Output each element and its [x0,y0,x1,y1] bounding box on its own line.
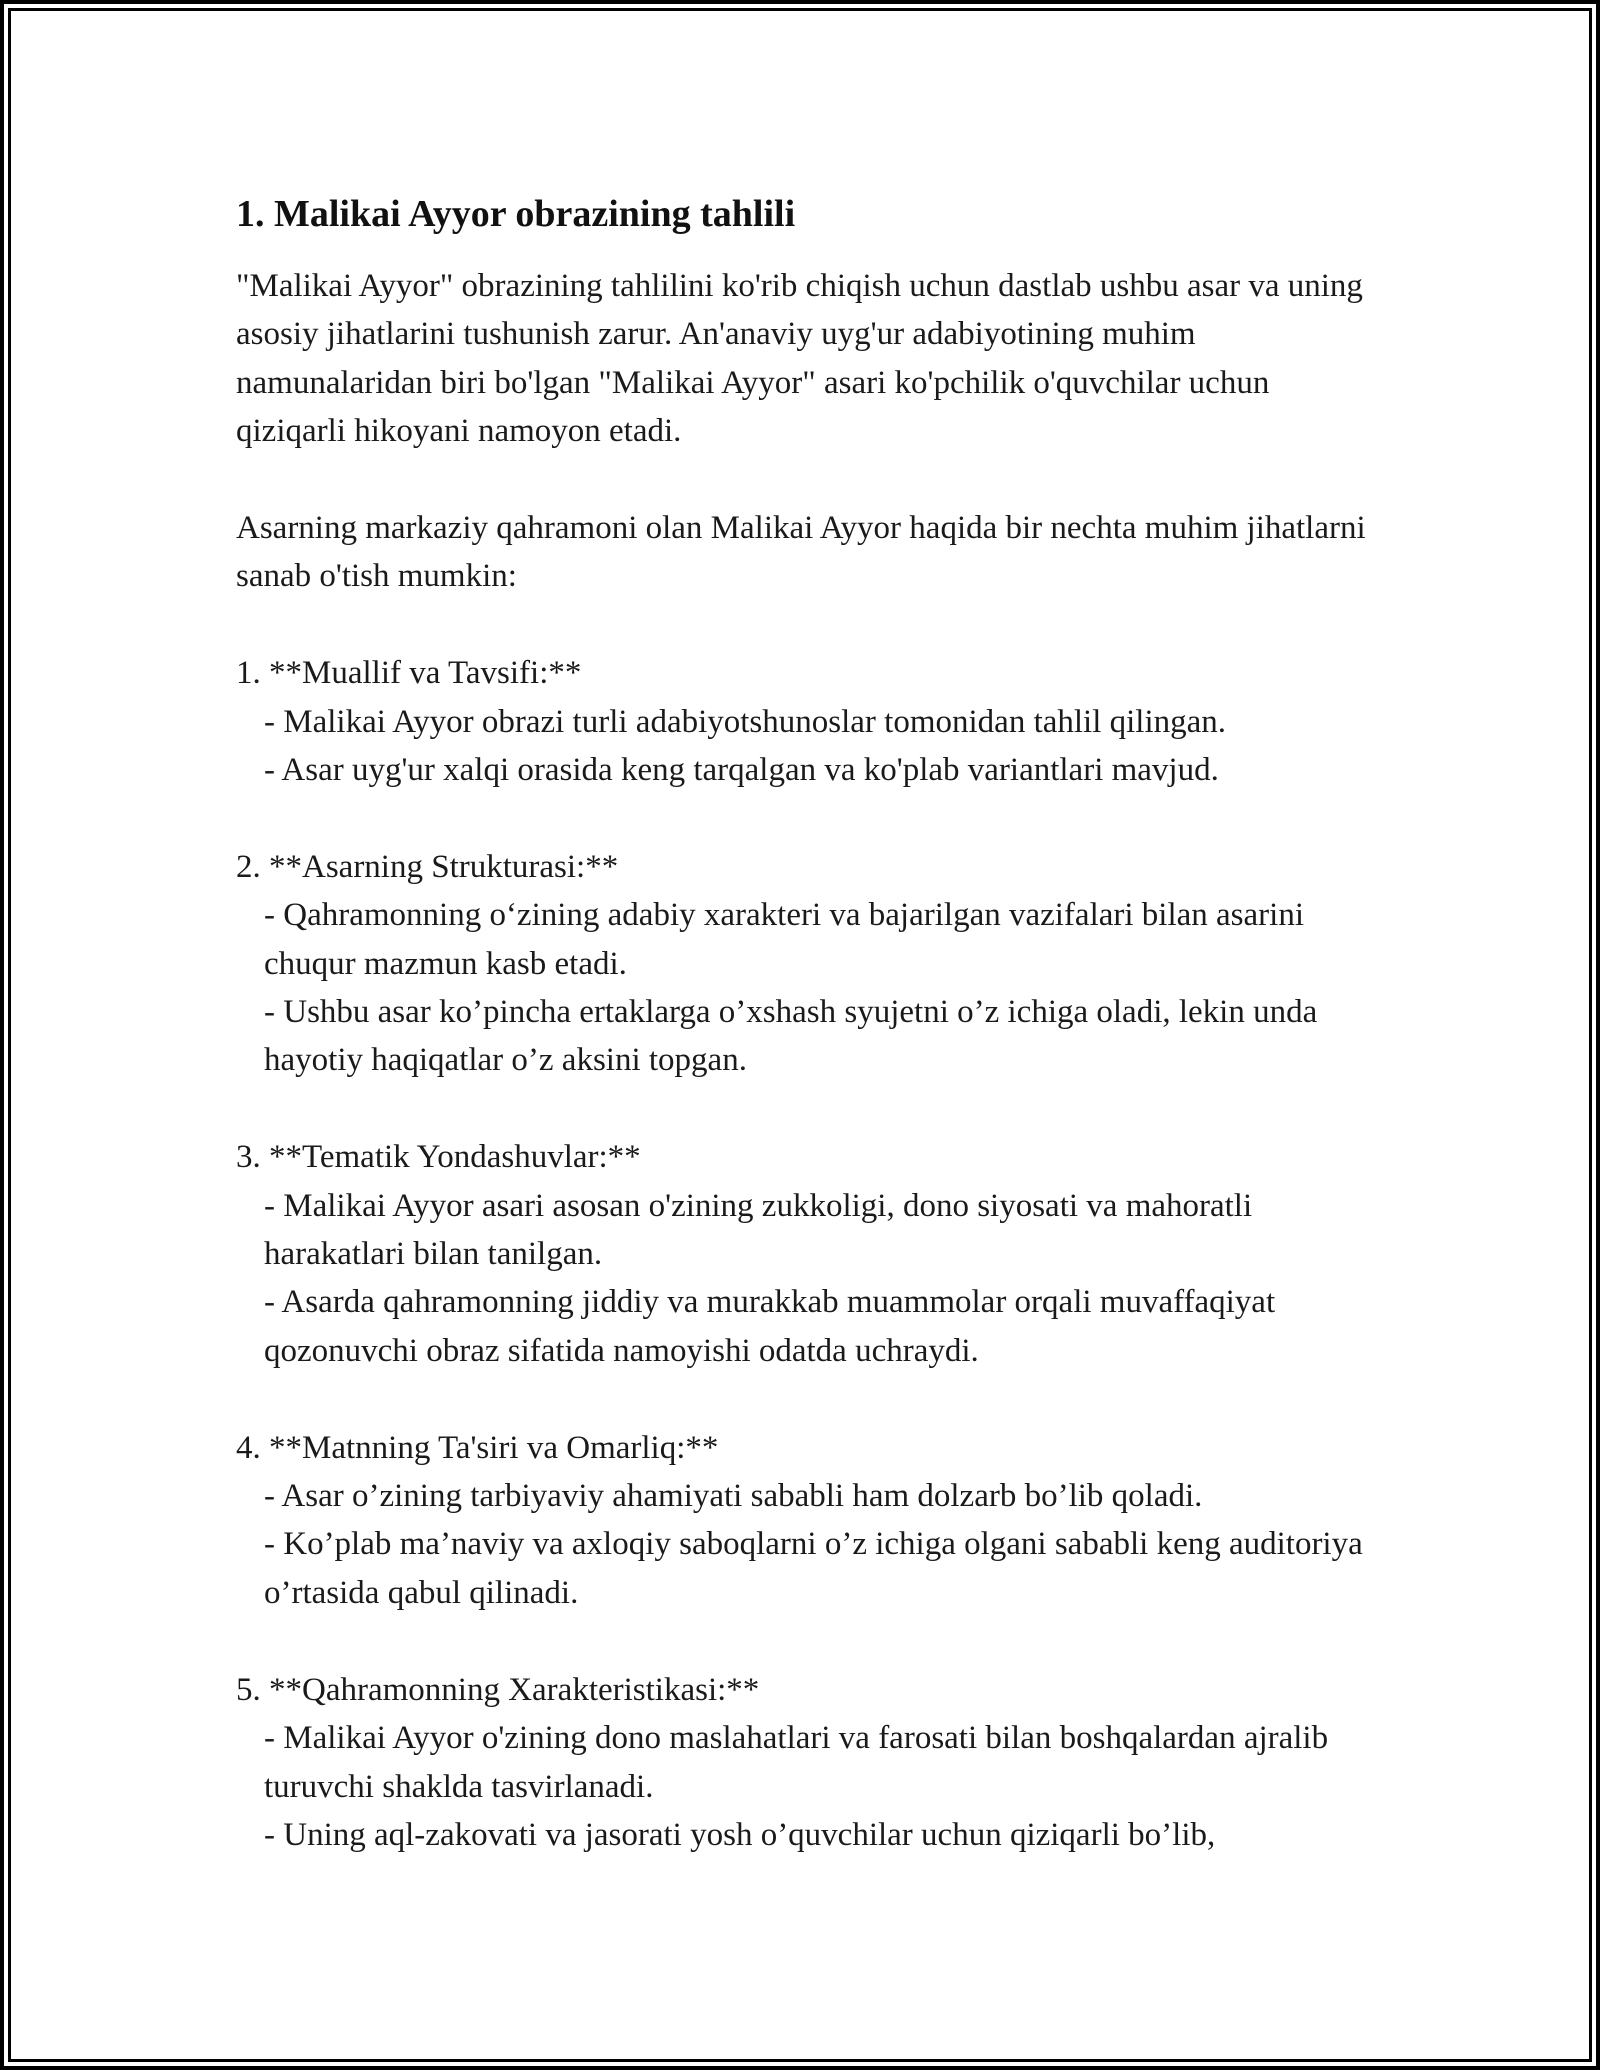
section-point: - Malikai Ayyor o'zining dono maslahatlari va farosati bilan boshqalardan ajralib turuvchi shaklda tasvirlanadi. [264,1720,1329,1805]
intro-paragraph-1: "Malikai Ayyor" obrazining tahlilini ko'rib chiqish uchun dastlab ushbu asar va uning asosiy jihatlarini tushunish zarur. An'anaviy uyg'ur adabiyotining muhim namunalaridan biri bo'lgan "Malikai Ayyor" asari ko'pchilik o'quvchilar uchun qiziqarli hikoyani namoyon etadi. [236,268,1363,450]
paragraph-gap [236,456,1386,504]
intro-paragraph-2: Asarning markaziy qahramoni olan Malikai Ayyor haqida bir nechta muhim jihatlarni sanab o'tish mumkin: [236,510,1366,595]
paragraph-gap [236,1085,1386,1133]
section-2 [236,843,1386,1085]
section-point: - Asarda qahramonning jiddiy va murakkab muammolar orqali muvaffaqiyat qozonuvchi obraz sifatida namoyishi odatda uchraydi. [264,1284,1276,1369]
paragraph-gap [236,1617,1386,1665]
document-content [236,186,1386,1859]
section-heading: 3. **Tematik Yondashuvlar:** [236,1139,641,1176]
section-point: - Uning aql-zakovati va jasorati yosh o’quvchilar uchun qiziqarli bo’lib, [264,1816,1216,1853]
section-point: - Asar uyg'ur xalqi orasida keng tarqalgan va ko'plab variantlari mavjud. [264,752,1219,789]
section-4 [236,1424,1386,1618]
section-point: - Ushbu asar ko’pincha ertaklarga o’xshash syujetni o’z ichiga oladi, lekin unda hayotiy haqiqatlar o’z aksini topgan. [264,994,1318,1079]
paragraph-gap [236,1375,1386,1423]
section-point: - Ko’plab ma’naviy va axloqiy saboqlarni o’z ichiga olgani sababli keng auditoriya o’rtasida qabul qilinadi. [264,1526,1363,1611]
section-1 [236,649,1386,794]
section-heading: 1. **Muallif va Tavsifi:** [236,655,582,692]
paragraph-gap [236,601,1386,649]
section-3 [236,1133,1386,1375]
section-5 [236,1666,1386,1860]
section-heading: 2. **Asarning Strukturasi:** [236,848,619,885]
section-point: - Asar o’zining tarbiyaviy ahamiyati sababli ham dolzarb bo’lib qoladi. [264,1478,1203,1515]
section-heading: 4. **Matnning Ta'siri va Omarliq:** [236,1429,719,1466]
section-point: - Qahramonning o‘zining adabiy xarakteri va bajarilgan vazifalari bilan asarini chuqur mazmun kasb etadi. [264,897,1304,982]
section-heading: 5. **Qahramonning Xarakteristikasi:** [236,1671,760,1708]
section-point: - Malikai Ayyor obrazi turli adabiyotshunoslar tomonidan tahlil qilingan. [264,703,1227,740]
paragraph-gap [236,794,1386,842]
section-point: - Malikai Ayyor asari asosan o'zining zukkoligi, dono siyosati va mahoratli harakatlari bilan tanilgan. [264,1187,1253,1273]
document-body [236,262,1386,1859]
document-title: 1. Malikai Ayyor obrazining tahlili [236,193,796,235]
